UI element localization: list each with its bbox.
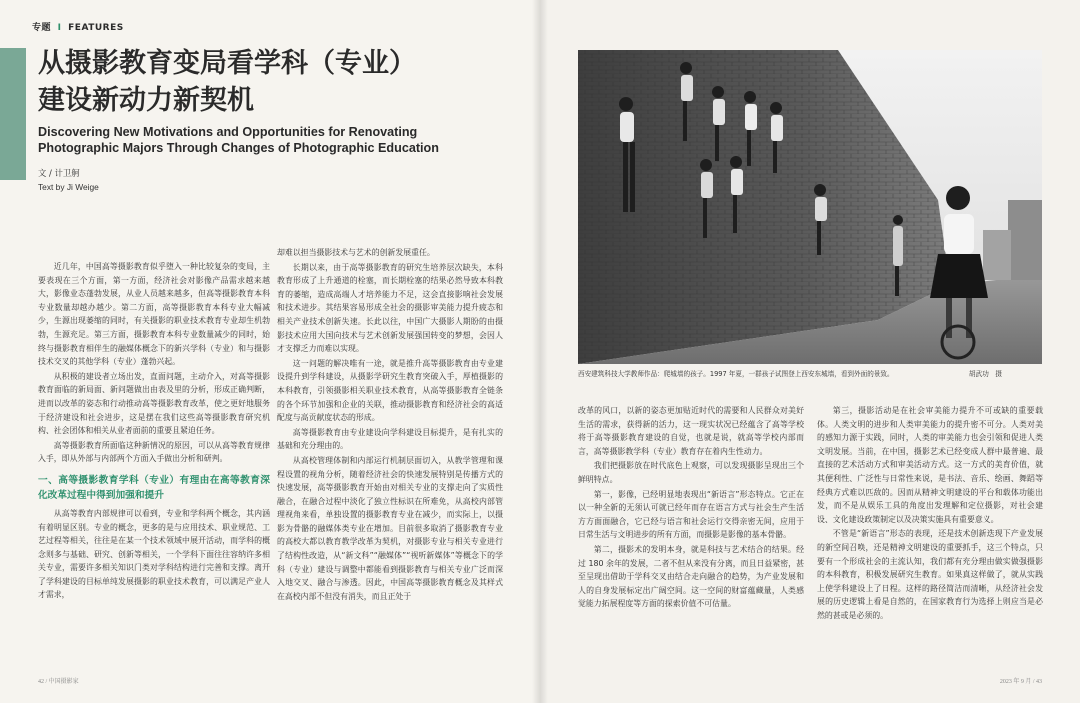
title-en-line-1: Discovering New Motivations and Opportunities for Renovating bbox=[38, 125, 418, 139]
text-column-2 bbox=[277, 246, 503, 604]
paragraph: 从积极的建设者立场出发，直面问题，主动介入，对高等摄影教育面临的新局面、新问题做出由表及里的分析，形成正确判断，进而以改革的姿态和行动推动高等摄影教育改革，使之更好地服务于经济建设和社会进步，这是摆在我们这些高等摄影教育研究机构、社会团体和相关从业者面前的重要且紧迫任务。 bbox=[38, 371, 270, 436]
paragraph: 这一问题的解决唯有一途，就是推升高等摄影教育由专业建设提升到学科建设，从摄影学研究生教育突破入手，厚植摄影的本科教育，引领摄影相关职业技术教育，从高等摄影教育全链条的各个环节加强和企业的关联，推动摄影教育和经济社会的高适配度与高贡献度状态的形成。 bbox=[277, 358, 503, 423]
section-label-cn: 专题 bbox=[32, 23, 52, 33]
paragraph: 第二，摄影术的发明本身，就是科技与艺术结合的结果。经过 180 余年的发展，二者不但从来没有分离，而且日益紧密，甚至呈现出借助于学科交叉由结合走向融合的趋势，为产业发展和人的自身发展标定出广阔空间。这一空间的财富蕴藏量，人类感觉能力拓展程度等方面的探索价值不可估量。 bbox=[578, 544, 804, 609]
title-cn-line-1: 从摄影教育变局看学科（专业） bbox=[38, 48, 416, 79]
paragraph: 第一，影像，已经明显地表现出“新语言”形态特点。它正在以一种全新的无须认可就已经年而存在语言方式与社会生产生活方方面面融合，它已经与语言和社会运行交得亲密无间，应用于日常生活与文明进步的所有方面，而摄影是影像的基本骨骼。 bbox=[578, 489, 804, 540]
title-en-line-2: Photographic Majors Through Changes of Photographic Education bbox=[38, 141, 439, 155]
text-column-4 bbox=[817, 404, 1043, 624]
section-accent-bar bbox=[0, 48, 26, 180]
featured-photo bbox=[578, 50, 1042, 364]
folio-right: 2023 年 9 月 / 43 bbox=[999, 679, 1042, 685]
paragraph: 近几年，中国高等摄影教育似乎堕入一种比较复杂的变局，主要表现在三个方面，第一方面，经济社会对影像产品需求越来越大，影像业态蓬勃发展，从业人员越来越多，但高等摄影教育本科专业数量却越办越少。第二方面，高等摄影教育本科专业大幅减少，生源出现萎缩的同时，有关摄影的职业技术教育专业却生机勃勃，生源充足。第三方面，摄影教育本科专业数量减少的同时，始终与摄影教育相伴生的融媒体概念下的新兴学科（专业）和与摄影技术交叉的其他学科（专业）蓬勃兴起。 bbox=[38, 262, 270, 367]
byline-en: Text by Ji Weige bbox=[38, 182, 99, 192]
paragraph: 第三，摄影活动是在社会审美能力提升不可或缺的重要载体。人类文明的进步和人类审美能力的提升密不可分。人类对美的感知力源于实践，同时，人类的审美能力也会引领和促进人类文明发展。当前，在中国，摄影艺术已经变成人群中最普遍、最直接的艺术活动方式和审美活动方式。这一方式的美育价值，就其便利性、广泛性与日常性来说，是书法、音乐、绘画、舞蹈等经典方式难以匹敌的。因而从精神文明建设的平台和载体功能出发，而不是从娱乐工具的角度出发理解和定位摄影，对社会建设、文化建设政策制定以及决策实施具有重要意义。 bbox=[817, 406, 1043, 524]
section-separator: I bbox=[57, 23, 62, 33]
caption-text: 西安建筑科技大学教师作品：爬城墙的孩子。1997 年夏，一群孩子试图登上西安东城墙，看到外面的景致。 bbox=[578, 370, 894, 378]
paragraph: 却难以担当摄影技术与艺术的创新发展重任。 bbox=[277, 248, 435, 257]
paragraph: 不管是“新语言”形态的表现，还是技术创新迭现下产业发展的新空间召唤，还是精神文明建设的重要抓手，这三个特点，只要有一个形成社会的主流认知，我们都有充分理由做实做强摄影的本科教育，积极发展研究生教育。如果真这样做了，就从实践上使学科建设上了日程。这样的路径简洁而清晰，从经济社会发展的历史逻辑上看是自然的，在国家教育行为选择上则应当是必然的甚或是必须的。 bbox=[817, 529, 1043, 620]
paragraph: 高等摄影教育由专业建设向学科建设目标提升，是有扎实的基础和充分理由的。 bbox=[277, 427, 503, 451]
section-heading: 一、高等摄影教育学科（专业）有理由在高等教育深化改革过程中得到加强和提升 bbox=[38, 474, 270, 501]
paragraph: 高等摄影教育所面临这种新情况的原因，可以从高等教育规律入手，即从外部与内部两个方面入手做出分析和研判。 bbox=[38, 440, 270, 464]
byline-cn: 文 / 计卫舸 bbox=[38, 168, 80, 178]
text-column-1 bbox=[38, 260, 270, 603]
paragraph: 我们把摄影放在时代底色上观察，可以发现摄影呈现出三个鲜明特点。 bbox=[578, 461, 804, 484]
paragraph: 长期以来，由于高等摄影教育的研究生培养层次缺失，本科教育形成了上升通道的栓塞，而长期栓塞的结果必然导致本科教育的萎缩，造成高端人才培养能力不足，这会直接影响社会发展和技术进步。其结果容易形成全社会的摄影审美能力提升疲态和相关产业技术创新失速。长此以往，中国广大摄影人期盼的由摄影技术应用大国向技术与艺术创新发展强国转变的梦想，会因人才支撑乏力而难以实现。 bbox=[277, 262, 503, 354]
page-gutter bbox=[532, 0, 548, 703]
photo-credit: 胡武功 摄 bbox=[969, 370, 1002, 378]
title-cn-line-2: 建设新动力新契机 bbox=[38, 85, 254, 116]
section-label-en: FEATURES bbox=[68, 23, 124, 33]
paragraph: 从高等教育内部规律可以看到，专业和学科两个概念，其内涵有着明显区别。专业的概念，更多的是与应用技术、职业规范、工艺过程等相关，往往是在某一个技术领域中展开活动，而学科的概念则多与基础、研究、创新等相关，一个学科下面往往容纳许多相关专业，需要许多相关知识门类对学科结构进行完善和支撑。离开了学科建设的目标单纯发展摄影的职业技术教育，可以满足产业人才需求， bbox=[38, 508, 270, 600]
text-column-3 bbox=[578, 404, 804, 612]
section-tag bbox=[32, 20, 124, 33]
article-title-en bbox=[38, 124, 518, 156]
paragraph: 改革的风口，以新的姿态更加贴近时代的需要和人民群众对美好生活的需求，获得新的活力，这一现实状况已经蕴含了高等学校将于高等摄影教育建设的自觉，也就是说，就高等学校内部而言，高等摄影教学科（专业）教育存在着内生性动力。 bbox=[578, 406, 804, 456]
photo-caption bbox=[578, 369, 1042, 379]
paragraph: 从高校管理体制和内部运行机制层面切入，从教学管理和课程设置的视角分析，随着经济社会的快速发展特别是传播方式的快速发展，高等摄影教育开始由对相关专业的支撑走向了实质性融合，在融合过程中淡化了独立性标识在所难免，从高校内部管理视角来看，单独设置的摄影教育专业在减少，而实际上，以摄影为骨骼的融媒体类专业在增加。目前很多取消了摄影教育专业的高校大都以教育教学改革为契机，对摄影专业与相关专业进行了结构性改造，从“新文科”“融媒体”“视听新媒体”等概念下的学科（专业）建设与调整中都能看到摄影教育与相关专业广泛而深入地交叉、融合与渗透。因此，中国高等摄影教育概念及其样式在高校内部不但没有消失，而且正处于 bbox=[277, 455, 503, 601]
folio-left: 42 / 中国摄影家 bbox=[38, 679, 79, 685]
article-title-cn bbox=[38, 45, 518, 119]
